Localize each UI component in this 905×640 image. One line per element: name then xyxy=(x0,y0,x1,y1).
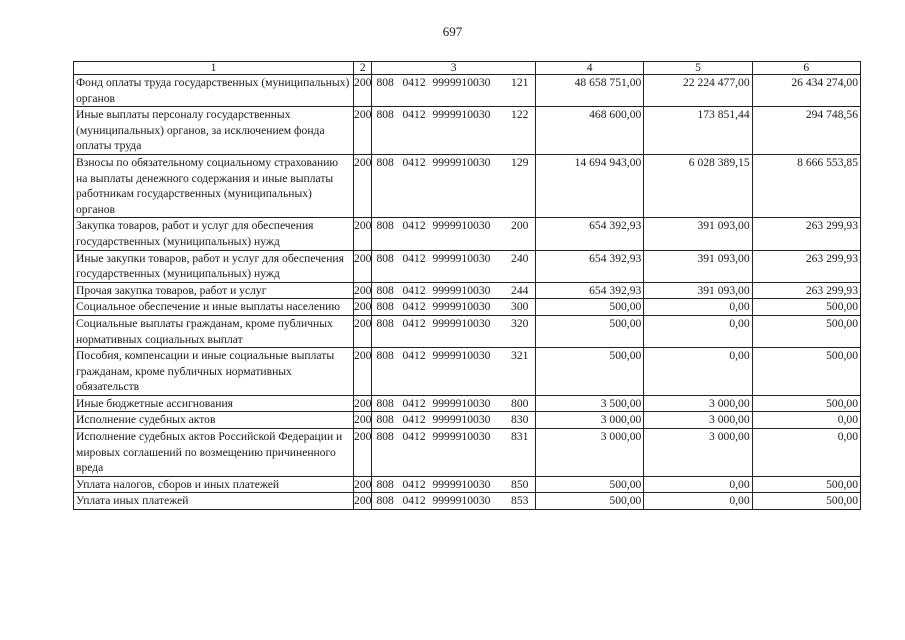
section-code: 0412 xyxy=(402,349,426,363)
expense-name-cell: Социальные выплаты гражданам, кроме публичных нормативных социальных выплат xyxy=(74,315,354,347)
header-col-6: 6 xyxy=(752,62,860,75)
table-row xyxy=(74,154,861,217)
expense-type-code: 121 xyxy=(511,76,529,89)
target-code: 9999910030 xyxy=(432,494,491,508)
target-code: 9999910030 xyxy=(432,413,491,427)
section-code: 0412 xyxy=(402,494,426,508)
expense-name-cell: Уплата налогов, сборов и иных платежей xyxy=(74,476,354,493)
expense-type-code: 850 xyxy=(511,477,529,491)
classification-code-cell xyxy=(372,429,536,477)
amount-col-6-cell: 8 666 553,85 xyxy=(752,154,860,217)
target-code: 9999910030 xyxy=(432,251,491,265)
section-code: 0412 xyxy=(402,283,426,297)
amount-col-5-cell: 391 093,00 xyxy=(644,282,752,299)
group-code-cell: 200 xyxy=(354,218,372,250)
ministry-code: 808 xyxy=(376,494,394,508)
target-code: 9999910030 xyxy=(432,430,491,444)
target-code: 9999910030 xyxy=(432,76,491,89)
group-code-cell: 200 xyxy=(354,315,372,347)
ministry-code: 808 xyxy=(376,349,394,363)
amount-col-6-cell: 263 299,93 xyxy=(752,250,860,282)
amount-col-6-cell: 0,00 xyxy=(752,429,860,477)
table-row xyxy=(74,315,861,347)
ministry-code: 808 xyxy=(376,477,394,491)
classification-code-cell xyxy=(372,299,536,316)
amount-col-6-cell: 26 434 274,00 xyxy=(752,75,860,107)
classification-code-cell xyxy=(372,154,536,217)
amount-col-5-cell: 391 093,00 xyxy=(644,250,752,282)
classification-code-cell xyxy=(372,282,536,299)
section-code: 0412 xyxy=(402,396,426,410)
ministry-code: 808 xyxy=(376,219,394,233)
section-code: 0412 xyxy=(402,477,426,491)
group-code-cell: 200 xyxy=(354,75,372,107)
expense-name-cell: Исполнение судебных актов xyxy=(74,412,354,429)
classification-code-cell xyxy=(372,476,536,493)
target-code: 9999910030 xyxy=(432,396,491,410)
table-row xyxy=(74,476,861,493)
expense-name-cell: Фонд оплаты труда государственных (муниципальных) органов xyxy=(74,75,354,107)
target-code: 9999910030 xyxy=(432,283,491,297)
classification-code-cell xyxy=(372,250,536,282)
section-code: 0412 xyxy=(402,155,426,169)
table-row xyxy=(74,395,861,412)
classification-code-cell xyxy=(372,218,536,250)
amount-col-4-cell: 654 392,93 xyxy=(535,218,643,250)
expense-type-code: 830 xyxy=(511,413,529,427)
amount-col-5-cell: 0,00 xyxy=(644,315,752,347)
amount-col-6-cell: 500,00 xyxy=(752,299,860,316)
target-code: 9999910030 xyxy=(432,349,491,363)
ministry-code: 808 xyxy=(376,430,394,444)
amount-col-4-cell: 468 600,00 xyxy=(535,107,643,155)
amount-col-5-cell: 173 851,44 xyxy=(644,107,752,155)
amount-col-4-cell: 500,00 xyxy=(535,493,643,510)
expense-name-cell: Иные выплаты персоналу государственных (муниципальных) органов, за исключением фонда оплаты труда xyxy=(74,107,354,155)
table-row xyxy=(74,107,861,155)
amount-col-5-cell: 391 093,00 xyxy=(644,218,752,250)
expense-type-code: 853 xyxy=(511,494,529,508)
expense-type-code: 244 xyxy=(511,283,529,297)
expense-type-code: 321 xyxy=(511,349,529,363)
expense-name-cell: Иные закупки товаров, работ и услуг для обеспечения государственных (муниципальных) нужд xyxy=(74,250,354,282)
group-code-cell: 200 xyxy=(354,429,372,477)
ministry-code: 808 xyxy=(376,316,394,330)
target-code: 9999910030 xyxy=(432,108,491,122)
amount-col-4-cell: 500,00 xyxy=(535,348,643,396)
classification-code-cell xyxy=(372,315,536,347)
group-code-cell: 200 xyxy=(354,282,372,299)
table-row xyxy=(74,250,861,282)
group-code-cell: 200 xyxy=(354,250,372,282)
group-code-cell: 200 xyxy=(354,348,372,396)
table-row xyxy=(74,429,861,477)
group-code-cell: 200 xyxy=(354,395,372,412)
amount-col-4-cell: 3 000,00 xyxy=(535,412,643,429)
amount-col-5-cell: 6 028 389,15 xyxy=(644,154,752,217)
group-code-cell: 200 xyxy=(354,107,372,155)
header-col-5: 5 xyxy=(644,62,752,75)
section-code: 0412 xyxy=(402,108,426,122)
expense-name-cell: Уплата иных платежей xyxy=(74,493,354,510)
amount-col-4-cell: 48 658 751,00 xyxy=(535,75,643,107)
header-col-3: 3 xyxy=(372,62,536,75)
amount-col-4-cell: 654 392,93 xyxy=(535,282,643,299)
amount-col-6-cell: 263 299,93 xyxy=(752,218,860,250)
classification-code-cell xyxy=(372,348,536,396)
ministry-code: 808 xyxy=(376,76,394,89)
budget-table xyxy=(73,61,861,510)
amount-col-5-cell: 3 000,00 xyxy=(644,395,752,412)
table-header xyxy=(74,62,861,75)
expense-type-code: 122 xyxy=(511,108,529,122)
table-body xyxy=(74,75,861,510)
page-number: 697 xyxy=(442,24,463,39)
table-row xyxy=(74,493,861,510)
amount-col-5-cell: 0,00 xyxy=(644,476,752,493)
amount-col-6-cell: 500,00 xyxy=(752,315,860,347)
ministry-code: 808 xyxy=(376,251,394,265)
amount-col-5-cell: 3 000,00 xyxy=(644,429,752,477)
group-code-cell: 200 xyxy=(354,493,372,510)
expense-type-code: 800 xyxy=(511,396,529,410)
header-row xyxy=(74,62,861,75)
section-code: 0412 xyxy=(402,76,426,89)
section-code: 0412 xyxy=(402,430,426,444)
target-code: 9999910030 xyxy=(432,477,491,491)
amount-col-6-cell: 294 748,56 xyxy=(752,107,860,155)
classification-code-cell xyxy=(372,75,536,107)
amount-col-6-cell: 500,00 xyxy=(752,476,860,493)
amount-col-5-cell: 22 224 477,00 xyxy=(644,75,752,107)
expense-type-code: 129 xyxy=(511,155,529,169)
section-code: 0412 xyxy=(402,316,426,330)
classification-code-cell xyxy=(372,107,536,155)
group-code-cell: 200 xyxy=(354,476,372,493)
amount-col-4-cell: 3 500,00 xyxy=(535,395,643,412)
ministry-code: 808 xyxy=(376,108,394,122)
amount-col-4-cell: 500,00 xyxy=(535,299,643,316)
table-row xyxy=(74,75,861,107)
amount-col-6-cell: 263 299,93 xyxy=(752,282,860,299)
expense-type-code: 240 xyxy=(511,251,529,265)
amount-col-6-cell: 500,00 xyxy=(752,395,860,412)
amount-col-5-cell: 0,00 xyxy=(644,299,752,316)
amount-col-5-cell: 3 000,00 xyxy=(644,412,752,429)
amount-col-6-cell: 500,00 xyxy=(752,493,860,510)
ministry-code: 808 xyxy=(376,283,394,297)
table-row xyxy=(74,412,861,429)
table-row xyxy=(74,218,861,250)
amount-col-6-cell: 0,00 xyxy=(752,412,860,429)
section-code: 0412 xyxy=(402,219,426,233)
expense-name-cell: Взносы по обязательному социальному страхованию на выплаты денежного содержания и иные выплаты работникам государственных (муниципальных) органов xyxy=(74,154,354,217)
group-code-cell: 200 xyxy=(354,154,372,217)
target-code: 9999910030 xyxy=(432,155,491,169)
section-code: 0412 xyxy=(402,300,426,314)
amount-col-4-cell: 500,00 xyxy=(535,315,643,347)
classification-code-cell xyxy=(372,395,536,412)
amount-col-4-cell: 500,00 xyxy=(535,476,643,493)
amount-col-5-cell: 0,00 xyxy=(644,348,752,396)
header-col-1: 1 xyxy=(74,62,354,75)
expense-type-code: 831 xyxy=(511,430,529,444)
classification-code-cell xyxy=(372,493,536,510)
amount-col-5-cell: 0,00 xyxy=(644,493,752,510)
target-code: 9999910030 xyxy=(432,300,491,314)
expense-type-code: 300 xyxy=(511,300,529,314)
table-row xyxy=(74,299,861,316)
expense-name-cell: Закупка товаров, работ и услуг для обеспечения государственных (муниципальных) нужд xyxy=(74,218,354,250)
group-code-cell: 200 xyxy=(354,412,372,429)
amount-col-6-cell: 500,00 xyxy=(752,348,860,396)
target-code: 9999910030 xyxy=(432,219,491,233)
ministry-code: 808 xyxy=(376,300,394,314)
ministry-code: 808 xyxy=(376,413,394,427)
ministry-code: 808 xyxy=(376,396,394,410)
group-code-cell: 200 xyxy=(354,299,372,316)
header-col-4: 4 xyxy=(535,62,643,75)
expense-name-cell: Прочая закупка товаров, работ и услуг xyxy=(74,282,354,299)
amount-col-4-cell: 3 000,00 xyxy=(535,429,643,477)
ministry-code: 808 xyxy=(376,155,394,169)
expense-name-cell: Пособия, компенсации и иные социальные выплаты гражданам, кроме публичных нормативных обязательств xyxy=(74,348,354,396)
section-code: 0412 xyxy=(402,413,426,427)
expense-type-code: 200 xyxy=(511,219,529,233)
section-code: 0412 xyxy=(402,251,426,265)
amount-col-4-cell: 14 694 943,00 xyxy=(535,154,643,217)
amount-col-4-cell: 654 392,93 xyxy=(535,250,643,282)
header-col-2: 2 xyxy=(354,62,372,75)
expense-name-cell: Исполнение судебных актов Российской Федерации и мировых соглашений по возмещению причиненного вреда xyxy=(74,429,354,477)
expense-name-cell: Иные бюджетные ассигнования xyxy=(74,395,354,412)
table-row xyxy=(74,282,861,299)
expense-type-code: 320 xyxy=(511,316,529,330)
classification-code-cell xyxy=(372,412,536,429)
table-row xyxy=(74,348,861,396)
target-code: 9999910030 xyxy=(432,316,491,330)
expense-name-cell: Социальное обеспечение и иные выплаты населению xyxy=(74,299,354,316)
